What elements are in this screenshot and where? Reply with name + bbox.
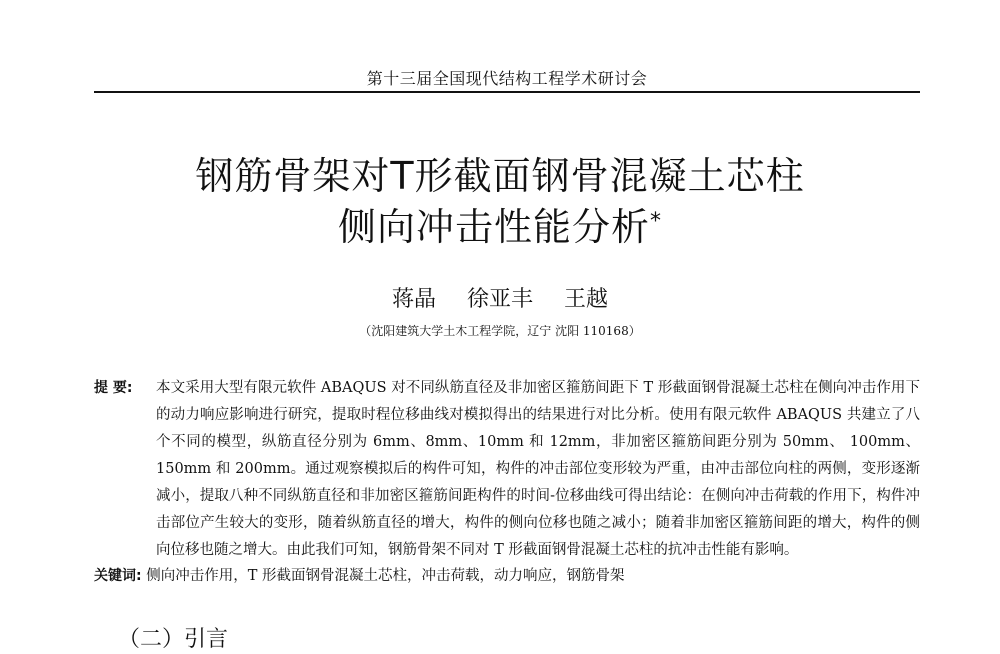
keywords-text: 侧向冲击作用，T 形截面钢骨混凝土芯柱，冲击荷载，动力响应，钢筋骨架 xyxy=(146,568,625,584)
author-1: 蒋晶 xyxy=(391,287,436,312)
title-footnote-mark: * xyxy=(650,209,662,234)
abstract-label: 提 要: xyxy=(94,380,133,396)
section-heading-introduction: （二）引言 xyxy=(118,627,229,652)
affiliation: （沈阳建筑大学土木工程学院，辽宁 沈阳 110168） xyxy=(359,324,641,338)
keywords-label: 关键词: xyxy=(94,568,142,584)
author-list xyxy=(0,282,1000,313)
keywords xyxy=(94,563,920,590)
title-line-2-text: 侧向冲击性能分析 xyxy=(337,205,650,249)
author-3: 王越 xyxy=(564,287,609,312)
conference-header: 第十三届全国现代结构工程学术研讨会 xyxy=(366,69,648,88)
title-line-1-text: 钢筋骨架对T形截面钢骨混凝土芯柱 xyxy=(195,154,805,198)
author-2: 徐亚丰 xyxy=(466,287,533,312)
title-line-1 xyxy=(0,145,1000,200)
header-rule xyxy=(94,91,920,93)
abstract-text: 本文采用大型有限元软件 ABAQUS 对不同纵筋直径及非加密区箍筋间距下 T 形截面钢骨混凝土芯柱在侧向冲击作用下的动力响应影响进行研究，提取时程位移曲线对模拟得出的结果进行对比分析。使用有限元软件 ABAQUS 共建立了八个不同的模型，纵筋直径分别为 6mm、8mm、10mm 和 12mm，非加密区箍筋间距分别为 50mm、 100mm、150mm 和 200mm。通过观察模拟后的构件可知，构件的冲击部位变形较为严重，由冲击部位向柱的两侧，变形逐渐减小，提取八种不同纵筋直径和非加密区箍筋间距构件的时间-位移曲线可得出结论：在侧向冲击荷载的作用下，构件冲击部位产生较大的变形，随着纵筋直径的增大，构件的侧向位移也随之减小；随着非加密区箍筋间距的增大，构件的侧向位移也随之增大。由此我们可知，钢筋骨架不同对 T 形截面钢骨混凝土芯柱的抗冲击性能有影响。 xyxy=(156,380,921,558)
abstract xyxy=(94,375,920,564)
title-line-2 xyxy=(0,196,1000,251)
